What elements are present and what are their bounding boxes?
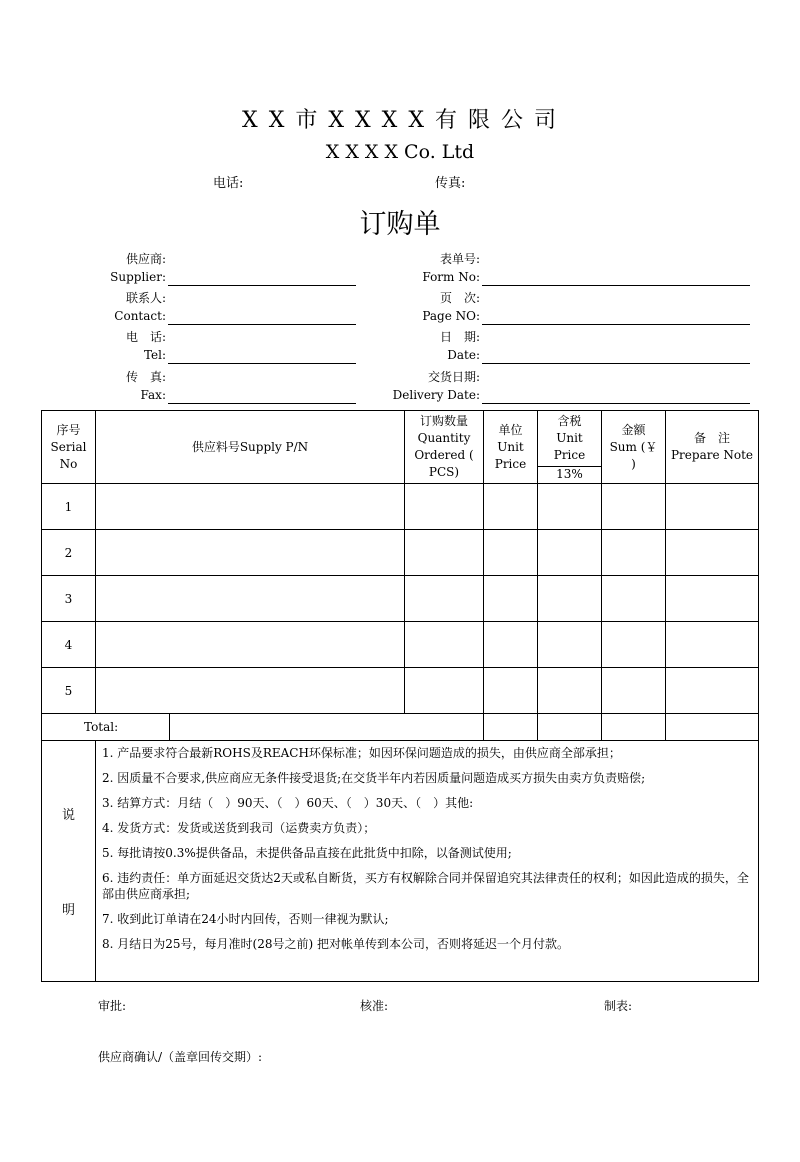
note-item: 7. 收到此订单请在24小时内回传，否则一律视为默认;: [102, 912, 389, 926]
row-sum-cell[interactable]: [602, 576, 666, 622]
row-tax-price-cell[interactable]: [538, 484, 602, 530]
header-serial-cn: 序号: [56, 422, 81, 437]
row-note-cell[interactable]: [666, 668, 759, 714]
header-tax-price-l2: Unit: [556, 431, 583, 445]
prepare-label: 制表:: [604, 999, 633, 1013]
company-fax-label: 传真:: [435, 176, 466, 191]
header-tax-price-l1: 含税: [557, 414, 582, 428]
total-label: Total:: [42, 714, 170, 741]
delivery-date-label-en: Delivery Date:: [392, 388, 480, 402]
row-quantity-cell[interactable]: [405, 576, 484, 622]
supplier-label-en: Supplier:: [110, 270, 166, 284]
total-part-cell[interactable]: [170, 714, 484, 741]
row-serial: 2: [42, 530, 96, 576]
date-label-cn: 日 期:: [439, 330, 480, 344]
row-sum-cell[interactable]: [602, 484, 666, 530]
supplier-confirm-label: 供应商确认/（盖章回传交期）:: [98, 1050, 263, 1064]
row-part-number-cell[interactable]: [96, 576, 405, 622]
notes-label-bottom: 明: [61, 903, 75, 918]
header-part-number: [96, 411, 405, 484]
header-sum-l1: 金额: [621, 422, 646, 437]
header-sum: [602, 411, 666, 484]
fax-label-en: Fax:: [140, 388, 166, 402]
header-serial: [42, 411, 96, 484]
header-unit-price: [484, 411, 538, 484]
header-unit-price-l2: Unit: [497, 439, 524, 454]
total-note-cell[interactable]: [666, 714, 759, 741]
tel-label-en: Tel:: [143, 348, 166, 362]
notes-content: [96, 741, 759, 982]
company-name-en: X X X X Co. Ltd: [325, 141, 475, 163]
date-field[interactable]: [482, 363, 750, 364]
row-unit-price-cell[interactable]: [484, 530, 538, 576]
row-unit-price-cell[interactable]: [484, 622, 538, 668]
row-part-number-cell[interactable]: [96, 668, 405, 714]
row-unit-price-cell[interactable]: [484, 576, 538, 622]
note-item: 1. 产品要求符合最新ROHS及REACH环保标准；如因环保问题造成的损失，由供应商全部承担；: [102, 746, 621, 760]
header-part-number-text: 供应料号Supply P/N: [191, 439, 309, 454]
note-item: 3. 结算方式：月结（ ）90天、（ ）60天、（ ）30天、（ ）其他:: [102, 796, 474, 810]
delivery-date-label-cn: 交货日期:: [427, 370, 480, 384]
note-item: 4. 发货方式：发货或送货到我司（运费卖方负责）；: [102, 821, 376, 835]
table-row: [42, 530, 759, 576]
row-part-number-cell[interactable]: [96, 530, 405, 576]
date-label-en: Date:: [447, 348, 480, 362]
form-no-field[interactable]: [482, 285, 750, 286]
fax-label-cn: 传 真:: [125, 370, 166, 384]
row-sum-cell[interactable]: [602, 668, 666, 714]
page-no-label-cn: 页 次:: [439, 291, 480, 305]
total-unit-price-cell[interactable]: [484, 714, 538, 741]
row-sum-cell[interactable]: [602, 530, 666, 576]
company-name-cn: X X 市 X X X X 有 限 公 司: [242, 108, 558, 133]
contact-field[interactable]: [168, 324, 356, 325]
note-item: 5. 每批请按0.3%提供备品，未提供备品直接在此批货中扣除，以备测试使用;: [102, 846, 512, 860]
header-serial-en2: No: [59, 456, 78, 471]
header-quantity-l4: PCS): [428, 465, 460, 479]
company-phone-label: 电话:: [213, 176, 244, 191]
form-no-label-cn: 表单号:: [439, 252, 480, 266]
row-serial: 5: [42, 668, 96, 714]
row-tax-price-cell[interactable]: [538, 668, 602, 714]
tel-label-cn: 电 话:: [125, 330, 166, 344]
header-note: [666, 411, 759, 484]
header-unit-price-l1: 单位: [498, 422, 523, 437]
row-tax-price-cell[interactable]: [538, 622, 602, 668]
row-unit-price-cell[interactable]: [484, 484, 538, 530]
row-serial: 1: [42, 484, 96, 530]
row-quantity-cell[interactable]: [405, 622, 484, 668]
header-sum-l2: Sum (￥: [609, 439, 658, 454]
row-tax-price-cell[interactable]: [538, 576, 602, 622]
row-quantity-cell[interactable]: [405, 530, 484, 576]
row-tax-price-cell[interactable]: [538, 530, 602, 576]
approve-label: 审批:: [98, 999, 127, 1013]
row-note-cell[interactable]: [666, 530, 759, 576]
row-part-number-cell[interactable]: [96, 484, 405, 530]
contact-label-cn: 联系人:: [125, 291, 166, 305]
table-header-row: [42, 411, 759, 484]
note-item: 2. 因质量不合要求,供应商应无条件接受退货;在交货半年内若因质量问题造成买方损失由卖方负责赔偿;: [102, 771, 646, 785]
row-note-cell[interactable]: [666, 622, 759, 668]
table-row: [42, 576, 759, 622]
total-tax-price-cell[interactable]: [538, 714, 602, 741]
table-row: [42, 668, 759, 714]
page-no-field[interactable]: [482, 324, 750, 325]
form-no-label-en: Form No:: [422, 270, 480, 284]
row-serial: 4: [42, 622, 96, 668]
order-table: [41, 410, 759, 982]
table-row: [42, 622, 759, 668]
header-tax-rate: 13%: [538, 466, 601, 481]
row-unit-price-cell[interactable]: [484, 668, 538, 714]
header-unit-price-l3: Price: [494, 456, 527, 471]
notes-label-top: 说: [61, 808, 75, 823]
supplier-label-cn: 供应商:: [125, 252, 166, 266]
page-no-label-en: Page NO:: [422, 309, 480, 323]
delivery-date-field[interactable]: [482, 403, 750, 404]
row-part-number-cell[interactable]: [96, 622, 405, 668]
row-quantity-cell[interactable]: [405, 484, 484, 530]
header-note-cn: 备 注: [693, 431, 730, 445]
table-row: [42, 484, 759, 530]
header-tax-price-l3: Price: [553, 448, 586, 462]
header-serial-en1: Serial: [50, 439, 87, 454]
tel-field[interactable]: [168, 363, 356, 364]
row-quantity-cell[interactable]: [405, 668, 484, 714]
header-quantity-l1: 订购数量: [419, 414, 468, 428]
row-serial: 3: [42, 576, 96, 622]
verify-label: 核准:: [360, 999, 389, 1013]
header-quantity: [405, 411, 484, 484]
note-item: 6. 违约责任：单方面延迟交货达2天或私自断货，买方有权解除合同并保留追究其法律责任的权利；如因此造成的损失，全部由供应商承担;: [102, 871, 749, 901]
contact-label-en: Contact:: [114, 309, 166, 323]
total-row: [42, 714, 759, 741]
fax-field[interactable]: [168, 403, 356, 404]
notes-label: [42, 741, 96, 982]
header-quantity-l3: Ordered (: [414, 448, 474, 462]
header-quantity-l2: Quantity: [417, 431, 471, 445]
header-tax-price: [538, 411, 602, 484]
total-sum-cell[interactable]: [602, 714, 666, 741]
notes-row: [42, 741, 759, 982]
header-note-en: Prepare Note: [670, 448, 754, 462]
row-note-cell[interactable]: [666, 484, 759, 530]
header-sum-l3: ): [631, 456, 636, 471]
supplier-field[interactable]: [168, 285, 356, 286]
note-item: 8. 月结日为25号，每月准时(28号之前) 把对帐单传到本公司，否则将延迟一个月付款。: [102, 937, 569, 951]
row-sum-cell[interactable]: [602, 622, 666, 668]
row-note-cell[interactable]: [666, 576, 759, 622]
document-title: 订购单: [359, 209, 441, 240]
